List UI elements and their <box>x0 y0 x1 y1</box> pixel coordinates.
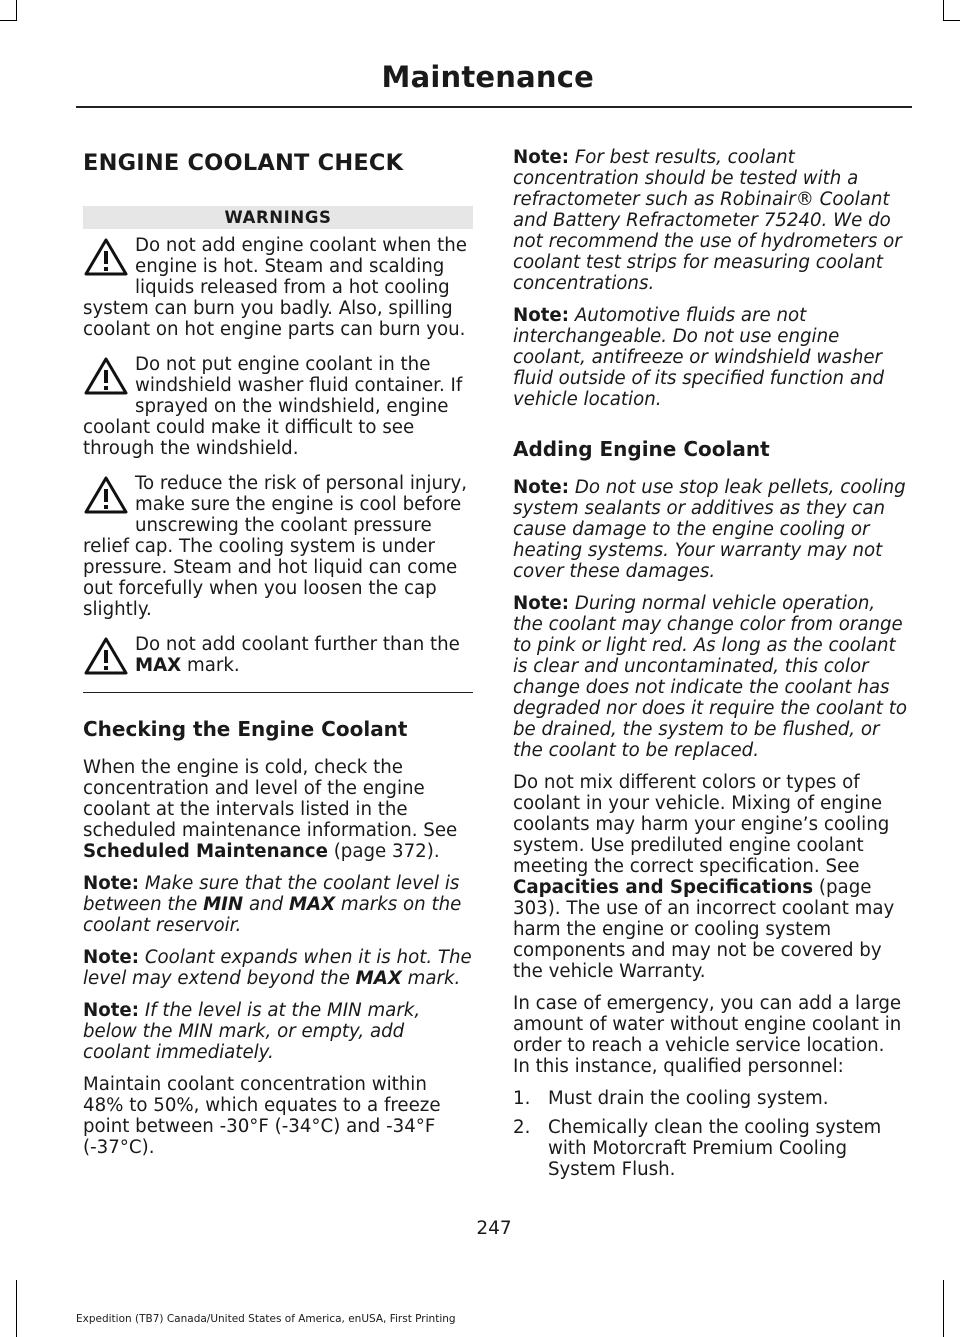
warnings-heading: WARNINGS <box>83 206 473 229</box>
warning-triangle-icon <box>83 636 131 676</box>
capacities-specifications-link[interactable]: Capacities and Specifications <box>513 877 814 898</box>
warning-triangle-icon <box>83 237 131 277</box>
warnings-end-rule <box>83 692 473 693</box>
note-paragraph: Note: Coolant expands when it is hot. The level may extend beyond the MAX mark. <box>83 947 472 989</box>
subsection-title: Adding Engine Coolant <box>513 437 770 461</box>
note-paragraph: Note: For best results, coolant concentration should be tested with a refractometer such as Robinair® Coolant and Battery Refractometer 75240. We do not recommend the use of hydrometers or coolant test strips for measuring coolant concentrations. <box>513 147 902 294</box>
crop-mark <box>16 1280 17 1337</box>
warning-triangle-icon <box>83 475 131 515</box>
steps-list <box>513 1088 907 1180</box>
footer-text: Expedition (TB7) Canada/United States of America, enUSA, First Printing <box>76 1313 456 1325</box>
header-rule <box>76 106 912 108</box>
note-paragraph: Note: Make sure that the coolant level is between the MIN and MAX marks on the coolant reservoir. <box>83 873 462 936</box>
note-paragraph: Note: During normal vehicle operation, the coolant may change color from orange to pink or light red. As long as the coolant is clear and uncontaminated, this color change does not indicate the coolant has degraded nor does it require the coolant to be drained, the system to be flushed, or the coolant to be replaced. <box>513 593 907 761</box>
note-paragraph: Note: Automotive fluids are not interchangeable. Do not use engine coolant, antifreeze or windshield washer fluid outside of its specified function and vehicle location. <box>513 305 885 410</box>
crop-mark <box>943 1280 944 1337</box>
warning-text: To reduce the risk of personal injury, make sure the engine is cool before unscrewing the coolant pressure relief cap. The cooling system is under pressure. Steam and hot liquid can come out forcefully when you loosen the cap slightly. <box>83 473 467 620</box>
warning-triangle-icon <box>83 356 131 396</box>
right-column <box>513 147 907 1188</box>
warning-text: Do not add coolant further than the MAX mark. <box>135 634 460 676</box>
scheduled-maintenance-link[interactable]: Scheduled Maintenance <box>83 841 328 862</box>
mix-paragraph: Do not mix different colors or types of coolant in your vehicle. Mixing of engine coolants may harm your engine’s cooling system. Use prediluted engine coolant meeting the correct specification. See Capacities and Specifications (page 303). The use of an incorrect coolant may harm the engine or cooling system components and may not be covered by the vehicle Warranty. <box>513 772 895 982</box>
warning-item <box>83 354 473 459</box>
warning-text: Do not add engine coolant when the engine is hot. Steam and scalding liquids released from a hot cooling system can burn you badly. Also, spilling coolant on hot engine parts can burn you. <box>83 235 467 340</box>
max-mark: MAX <box>135 655 182 676</box>
crop-mark <box>943 0 944 20</box>
concentration-paragraph: Maintain coolant concentration within 48% to 50%, which equates to a freeze point between -30°F (-34°C) and -34°F (-37°C). <box>83 1074 441 1158</box>
warning-item <box>83 473 473 620</box>
left-column <box>83 140 473 1169</box>
warning-text: Do not put engine coolant in the windshield washer fluid container. If sprayed on the windshield, engine coolant could make it difficult to see through the windshield. <box>83 354 463 459</box>
check-paragraph: When the engine is cold, check the concentration and level of the engine coolant at the intervals listed in the scheduled maintenance information. See Scheduled Maintenance (page 372). <box>83 757 458 862</box>
list-item: 2. Chemically clean the cooling system with Motorcraft Premium Cooling System Flush. <box>513 1117 882 1180</box>
section-title: ENGINE COOLANT CHECK <box>83 150 404 176</box>
note-paragraph: Note: If the level is at the MIN mark, below the MIN mark, or empty, add coolant immediately. <box>83 1000 421 1063</box>
page-header-title: Maintenance <box>381 60 594 94</box>
page-number: 247 <box>476 1218 512 1239</box>
crop-mark <box>943 20 960 21</box>
emergency-paragraph: In case of emergency, you can add a large amount of water without engine coolant in order to reach a vehicle service location. In this instance, qualified personnel: <box>513 993 902 1077</box>
crop-mark <box>16 0 17 20</box>
subsection-title: Checking the Engine Coolant <box>83 717 408 741</box>
note-paragraph: Note: Do not use stop leak pellets, cooling system sealants or additives as they can cause damage to the engine cooling or heating systems. Your warranty may not cover these damages. <box>513 477 906 582</box>
crop-mark <box>0 20 17 21</box>
warning-item <box>83 235 473 340</box>
list-item: 1. Must drain the cooling system. <box>513 1088 829 1109</box>
warning-item <box>83 634 473 678</box>
